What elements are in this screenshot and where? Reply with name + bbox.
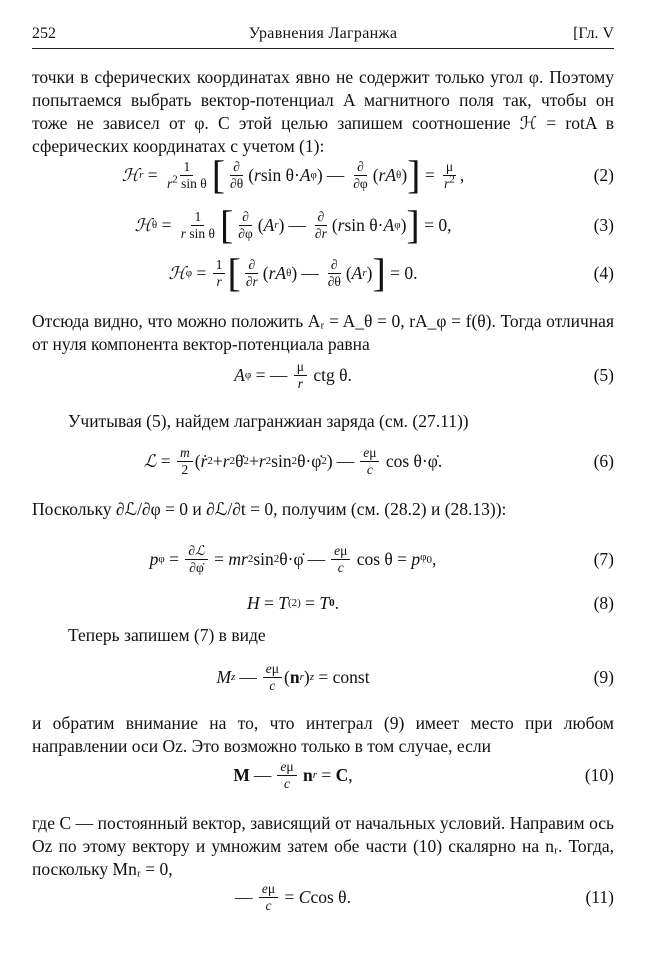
- equation-10: [32, 752, 614, 798]
- equation-number: (5): [593, 364, 614, 385]
- equation-number: (10): [584, 764, 614, 785]
- equation-6: [32, 438, 614, 484]
- header-rule: [32, 48, 614, 49]
- paragraph-7: где C — постоянный вектор, зависящий от начальных условий. Направим ось Oz по этому вектору и умножим затем обе части (10) скалярно на nᵣ. Тогда, поскольку Mnᵣ = 0,: [32, 813, 614, 879]
- paragraph-3: Учитывая (5), найдем лагранжиан заряда (см. (27.11)): [68, 411, 469, 431]
- paragraph-5: Теперь запишем (7) в виде: [68, 625, 266, 645]
- equation-number: (9): [593, 666, 614, 687]
- running-title: Уравнения Лагранжа: [248, 25, 398, 42]
- equation-2: [32, 152, 614, 198]
- paragraph-6: и обратим внимание на то, что интеграл (9) имеет место при любом направлении оси Oz. Это возможно только в том случае, если: [32, 713, 614, 756]
- equation-4: [32, 250, 614, 296]
- chapter-marker: [Гл. V: [573, 25, 614, 42]
- equation-body: M z — $\frac{e\mu}{c}$ ( n r ) z = const: [216, 660, 370, 693]
- equation-number: (8): [593, 592, 614, 613]
- equation-body: p φ = $\frac{\text{∂ℒ}}{\partial\varphi̇}$ = mr 2 sin 2 θ·φ̇ — $\frac{e\mu}{c}$ cos θ = p $\varphi_0$ ,: [149, 542, 437, 575]
- paragraph-1: точки в сферических координатах явно не содержит только угол φ. Поэтому попытаемся выбрать вектор-потенциал A магнитного поля так, чтобы он тоже не зависел от φ. С этой целью запишем соотношение ℋ = rotA в сферических координатах с учетом (1):: [32, 67, 614, 156]
- equation-3: [32, 202, 614, 248]
- equation-body: ℒ = $\frac{m}{2}$ ( ṙ 2 + r 2 θ̇ 2 + r 2 sin 2 θ·φ̇ 2 ) — $\frac{e\mu}{c}$ cos θ·φ̇.: [143, 444, 443, 477]
- equation-body: ℋ θ = $\frac{1}{\text{r sin θ}}$ [ $\frac{\partial}{\partial\varphi}$ ( A r ) — $\frac{\partial}{\partial r}$ ( r sin θ· A φ ) ] = 0,: [134, 202, 452, 247]
- equation-5: [32, 352, 614, 398]
- equation-body: — $\frac{e\mu}{c}$ = C cos θ.: [235, 880, 351, 913]
- equation-7: [32, 536, 614, 582]
- equation-body: H = T (2) = T 0 .: [246, 592, 340, 613]
- equation-number: (2): [593, 164, 614, 185]
- running-header: [32, 20, 614, 44]
- equation-9: [32, 654, 614, 700]
- equation-11: [32, 874, 614, 920]
- paragraph-4: Поскольку ∂ℒ/∂φ = 0 и ∂ℒ/∂t = 0, получим (см. (28.2) и (28.13)):: [32, 499, 507, 519]
- equation-number: (3): [593, 214, 614, 235]
- equation-number: (6): [593, 450, 614, 471]
- page-number: 252: [32, 25, 56, 42]
- equation-body: M — $\frac{e\mu}{c}$ n r = C ,: [233, 758, 353, 791]
- equation-number: (4): [593, 262, 614, 283]
- equation-body: A φ = — $\frac{\mu}{r}$ ctg θ.: [234, 358, 352, 391]
- equation-body: ℋ r = $\frac{1}{r^2 \sin \theta}$ [ $\frac{\partial}{\partial\theta}$ ( r sin θ· A φ ) — $\frac{\partial}{\partial\varphi}$ ( rA θ ) ] = $\frac{\mu}{r^2}$ ,: [121, 152, 465, 197]
- equation-number: (11): [585, 886, 614, 907]
- equation-8: [32, 580, 614, 626]
- equation-number: (7): [593, 548, 614, 569]
- equation-body: ℋ φ = $\frac{1}{r}$ [ $\frac{\partial}{\partial r}$ ( rA θ ) — $\frac{\partial}{\partial\theta}$ ( A r ) ] = 0.: [168, 250, 418, 295]
- paragraph-2: Отсюда видно, что можно положить Aᵣ = A_θ = 0, rA_φ = f(θ). Тогда отличная от нуля компонента вектор-потенциала равна: [32, 311, 614, 354]
